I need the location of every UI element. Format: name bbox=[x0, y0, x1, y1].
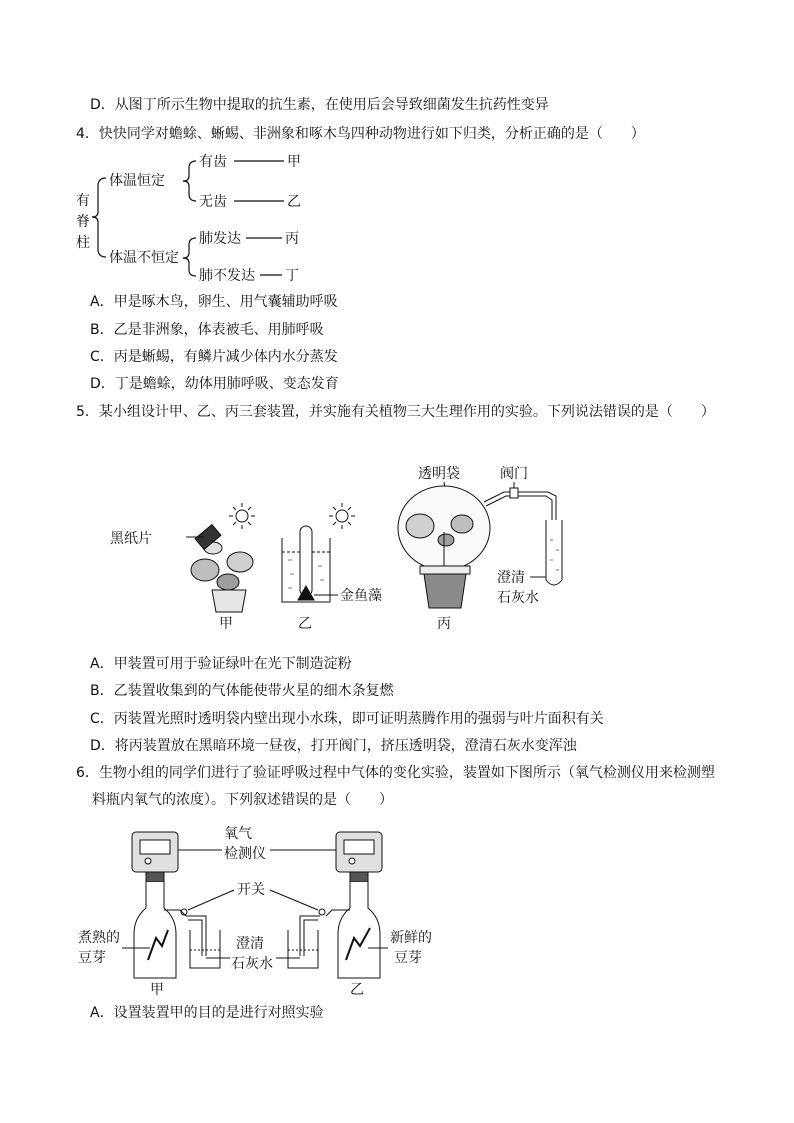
device-yi bbox=[282, 503, 382, 632]
sun-icon bbox=[229, 503, 255, 529]
label-clear-bag: 透明袋 bbox=[418, 466, 460, 482]
brace-cold bbox=[183, 238, 196, 276]
label-cooked-2: 豆芽 bbox=[78, 950, 106, 966]
label-limewater-2: 石灰水 bbox=[497, 590, 539, 606]
leaf-d-name: 丁 bbox=[285, 268, 299, 284]
tree-branch-warm: 体温恒定 bbox=[109, 173, 165, 189]
q4-stem: 4．快快同学对蟾蜍、蜥蜴、非洲象和啄木鸟四种动物进行如下归类，分析正确的是（ ） bbox=[76, 126, 645, 142]
leaf-a-name: 甲 bbox=[287, 154, 301, 170]
label-limewater-1: 澄清 bbox=[497, 570, 525, 586]
q4-option-a: A．甲是啄木鸟，卵生、用气囊辅助呼吸 bbox=[90, 294, 338, 310]
label-bing: 丙 bbox=[437, 616, 451, 632]
bottle-yi bbox=[326, 832, 382, 978]
q5-stem: 5．某小组设计甲、乙、丙三套装置，并实施有关植物三大生理作用的实验。下列说法错误的是（ ） bbox=[76, 404, 715, 420]
q3-option-d: D．从图丁所示生物中提取的抗生素，在使用后会导致细菌发生抗药性变异 bbox=[90, 97, 549, 113]
leaf-c-cond: 肺发达 bbox=[199, 231, 241, 247]
q4-option-d: D．丁是蟾蜍，幼体用肺呼吸、变态发育 bbox=[90, 376, 339, 392]
label-cooked-1: 煮熟的 bbox=[78, 930, 120, 946]
plant-icon bbox=[191, 525, 253, 612]
q4-option-b: B．乙是非洲象，体表被毛、用肺呼吸 bbox=[90, 322, 324, 338]
label-fresh-2: 豆芽 bbox=[394, 950, 422, 966]
label-yi: 乙 bbox=[298, 616, 312, 632]
leaf-b-cond: 无齿 bbox=[199, 194, 227, 210]
label-black-paper: 黑纸片 bbox=[110, 531, 152, 547]
leaf-a-cond: 有齿 bbox=[199, 154, 227, 170]
leaf-b-name: 乙 bbox=[287, 194, 301, 210]
tree-root-char-1: 有 bbox=[76, 193, 90, 209]
label-oxygen-2: 检测仪 bbox=[224, 846, 266, 862]
label-lime-1: 澄清 bbox=[236, 936, 264, 952]
beaker-icon bbox=[282, 526, 330, 602]
device-jia bbox=[110, 503, 255, 632]
bottle-jia bbox=[132, 832, 186, 978]
q5-option-b: B．乙装置收集到的气体能使带火星的细木条复燃 bbox=[90, 683, 394, 699]
label-jia: 甲 bbox=[150, 982, 164, 998]
sun-icon bbox=[329, 503, 355, 529]
label-algae: 金鱼藻 bbox=[340, 588, 382, 604]
q5-option-a: A．甲装置可用于验证绿叶在光下制造淀粉 bbox=[90, 656, 352, 672]
root-brace bbox=[92, 178, 106, 257]
label-lime-2: 石灰水 bbox=[231, 956, 273, 972]
tree-root-char-3: 柱 bbox=[76, 235, 90, 251]
label-valve: 阀门 bbox=[500, 466, 528, 482]
label-fresh-1: 新鲜的 bbox=[390, 930, 432, 946]
q6-option-a: A．设置装置甲的目的是进行对照实验 bbox=[90, 1005, 324, 1021]
tree-root-char-2: 脊 bbox=[76, 214, 90, 230]
leaf-d-cond: 肺不发达 bbox=[199, 268, 255, 284]
label-switch: 开关 bbox=[237, 882, 265, 898]
q6-stem-line2: 料瓶内氧气的浓度）。下列叙述错误的是（ ） bbox=[92, 792, 393, 808]
q6-stem-line1: 6．生物小组的同学们进行了验证呼吸过程中气体的变化实验，装置如下图所示（氧气检测仪用来检测塑 bbox=[76, 765, 715, 781]
q4-option-c: C．丙是蜥蜴，有鳞片减少体内水分蒸发 bbox=[90, 349, 338, 365]
pot-icon bbox=[420, 566, 470, 608]
brace-warm bbox=[183, 161, 196, 201]
label-oxygen-1: 氧气 bbox=[224, 826, 252, 842]
device-bing bbox=[398, 465, 562, 632]
label-yi: 乙 bbox=[350, 982, 364, 998]
switch-left-icon bbox=[181, 909, 220, 968]
q5-option-d: D．将丙装置放在黑暗环境一昼夜，打开阀门，挤压透明袋，澄清石灰水变浑浊 bbox=[90, 738, 577, 754]
clear-bag-icon bbox=[398, 486, 490, 570]
label-jia: 甲 bbox=[219, 616, 233, 632]
tree-branch-cold: 体温不恒定 bbox=[109, 250, 179, 266]
switch-right-icon bbox=[288, 909, 325, 968]
leaf-c-name: 丙 bbox=[285, 231, 299, 247]
q5-option-c: C．丙装置光照时透明袋内壁出现小水珠，即可证明蒸腾作用的强弱与叶片面积有关 bbox=[90, 711, 604, 727]
